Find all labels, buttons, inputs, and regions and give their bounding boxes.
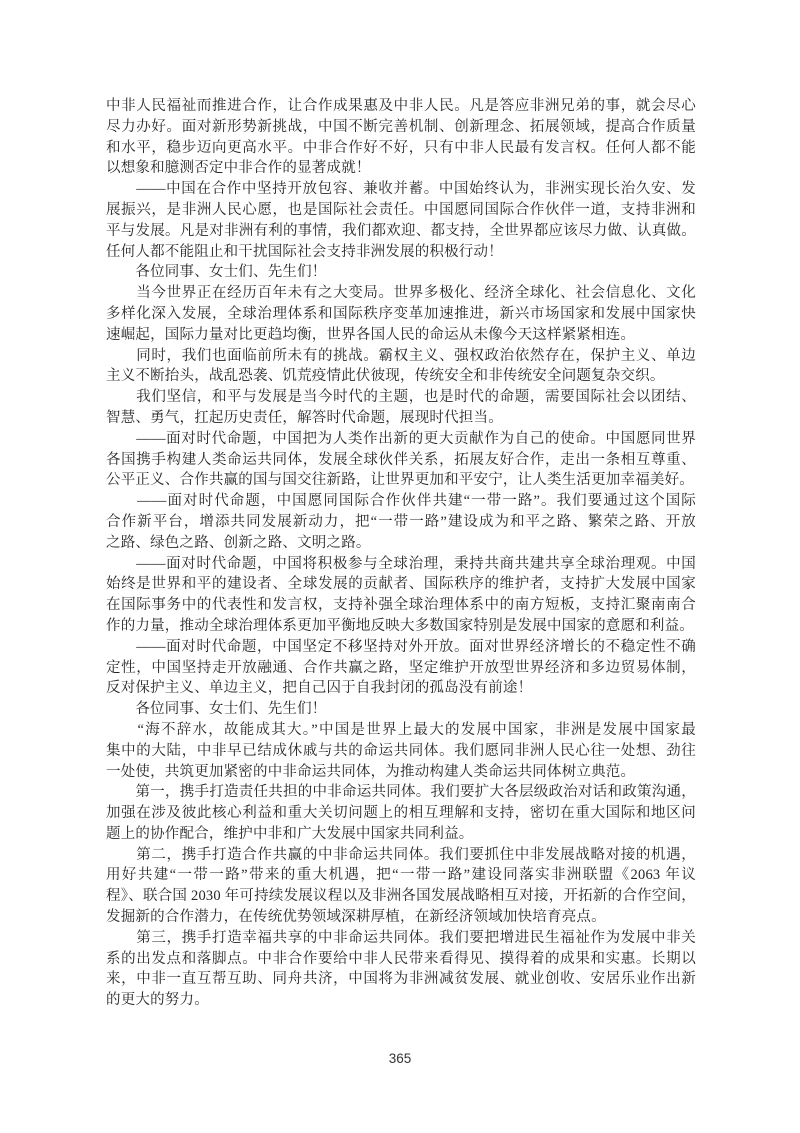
document-lines [106,96,696,1011]
text-line: 的更大的努力。 [106,992,209,1009]
text-line: 各国携手构建人类命运共同体，发展全球伙伴关系，拓展友好合作，走出一条相互尊重、 [106,451,696,468]
text-line: 发掘新的合作潜力，在传统优势领域深耕厚植，在新经济领域加快培育亮点。 [106,909,606,926]
text-line: 中非人民福祉而推进合作，让合作成果惠及中非人民。凡是答应非洲兄弟的事，就会尽心 [106,98,696,114]
text-line: 题上的协作配合，维护中非和广大发展中国家共同利益。 [106,825,474,842]
text-line: ——面对时代命题，中国将积极参与全球治理，秉持共商共建共享全球治理观。中国 [106,555,696,572]
text-line: 速崛起，国际力量对比更趋均衡，世界各国人民的命运从未像今天这样紧紧相连。 [106,326,636,343]
text-line: 任何人都不能阻止和干扰国际社会支持非洲发展的积极行动！ [106,243,503,260]
text-line: 我们坚信，和平与发展是当今时代的主题，也是时代的命题，需要国际社会以团结、 [106,389,696,406]
text-line: ——面对时代命题，中国愿同国际合作伙伴共建“一带一路”。我们要通过这个国际 [106,493,696,510]
text-line: 程》、联合国 2030 年可持续发展议程以及非洲各国发展战略相互对接，开拓新的合作空间， [106,888,696,905]
text-line: 反对保护主义、单边主义，把自己囚于自我封闭的孤岛没有前途！ [106,680,533,697]
text-line: 来，中非一直互帮互助、同舟共济，中国将为非洲减贫发展、就业创收、安居乐业作出新 [106,971,696,988]
text-line: 尽力办好。面对新形势新挑战，中国不断完善机制、创新理念、拓展领域，提高合作质量 [106,118,696,135]
text-line: 在国际事务中的代表性和发言权，支持补强全球治理体系中的南方短板，支持汇聚南南合 [106,597,696,614]
text-line: 同时，我们也面临前所未有的挑战。霸权主义、强权政治依然存在，保护主义、单边 [106,347,696,364]
text-line: 展振兴，是非洲人民心愿，也是国际社会责任。中国愿同国际合作伙伴一道，支持非洲和 [106,201,696,218]
text-line: 第一，携手打造责任共担的中非命运共同体。我们要扩大各层级政治对话和政策沟通， [106,784,696,801]
text-line: 各位同事、女士们、先生们！ [106,264,327,281]
text-line: 合作新平台，增添共同发展新动力，把“一带一路”建设成为和平之路、繁荣之路、开放 [106,513,696,530]
text-line: 作的力量，推动全球治理体系更加平衡地反映大多数国家特别是发展中国家的意愿和利益。 [106,617,694,634]
text-line: 平与发展。凡是对非洲有利的事情，我们都欢迎、都支持，全世界都应该尽力做、认真做。 [106,222,696,239]
text-line: 第三，携手打造幸福共享的中非命运共同体。我们要把增进民生福祉作为发展中非关 [106,929,696,946]
text-line: “海不辞水，故能成其大。”中国是世界上最大的发展中国家，非洲是发展中国家最 [106,721,696,738]
text-line: ——中国在合作中坚持开放包容、兼收并蓄。中国始终认为，非洲实现长治久安、发 [106,181,696,198]
text-line: 始终是世界和平的建设者、全球发展的贡献者、国际秩序的维护者，支持扩大发展中国家 [106,576,696,593]
text-line: 之路、绿色之路、创新之路、文明之路。 [106,534,371,551]
text-line: 各位同事、女士们、先生们！ [106,701,327,718]
text-line: 第二，携手打造合作共赢的中非命运共同体。我们要抓住中非发展战略对接的机遇， [106,846,696,863]
text-line: 定性，中国坚持走开放融通、合作共赢之路，坚定维护开放型世界经济和多边贸易体制， [106,659,696,676]
text-line: 智慧、勇气，扛起历史责任，解答时代命题，展现时代担当。 [106,409,503,426]
text-line: ——面对时代命题，中国把为人类作出新的更大贡献作为自己的使命。中国愿同世界 [106,430,696,447]
text-line: 集中的大陆，中非早已结成休戚与共的命运共同体。我们愿同非洲人民心往一处想、劲往 [106,742,696,759]
text-line: 加强在涉及彼此核心利益和重大关切问题上的相互理解和支持，密切在重大国际和地区问 [106,805,696,822]
text-line: 以想象和臆测否定中非合作的显著成就！ [106,160,371,177]
page-number: 365 [388,1051,412,1066]
text-line: 和水平，稳步迈向更高水平。中非合作好不好，只有中非人民最有发言权。任何人都不能 [106,139,696,156]
text-line: 一处使，共筑更加紧密的中非命运共同体，为推动构建人类命运共同体树立典范。 [106,763,636,780]
text-line: 当今世界正在经历百年未有之大变局。世界多极化、经济全球化、社会信息化、文化 [106,285,696,302]
text-line: 用好共建“一带一路”带来的重大机遇，把“一带一路”建设同落实非洲联盟《2063 年议 [106,867,696,884]
text-line: 主义不断抬头，战乱恐袭、饥荒疫情此伏彼现，传统安全和非传统安全问题复杂交织。 [106,368,665,385]
text-line: 公平正义、合作共赢的国与国交往新路，让世界更加和平安宁，让人类生活更加幸福美好。 [106,472,694,489]
text-line: ——面对时代命题，中国坚定不移坚持对外开放。面对世界经济增长的不稳定性不确 [106,638,696,655]
text-line: 多样化深入发展，全球治理体系和国际秩序变革加速推进，新兴市场国家和发展中国家快 [106,305,696,322]
text-line: 系的出发点和落脚点。中非合作要给中非人民带来看得见、摸得着的成果和实惠。长期以 [106,950,696,967]
